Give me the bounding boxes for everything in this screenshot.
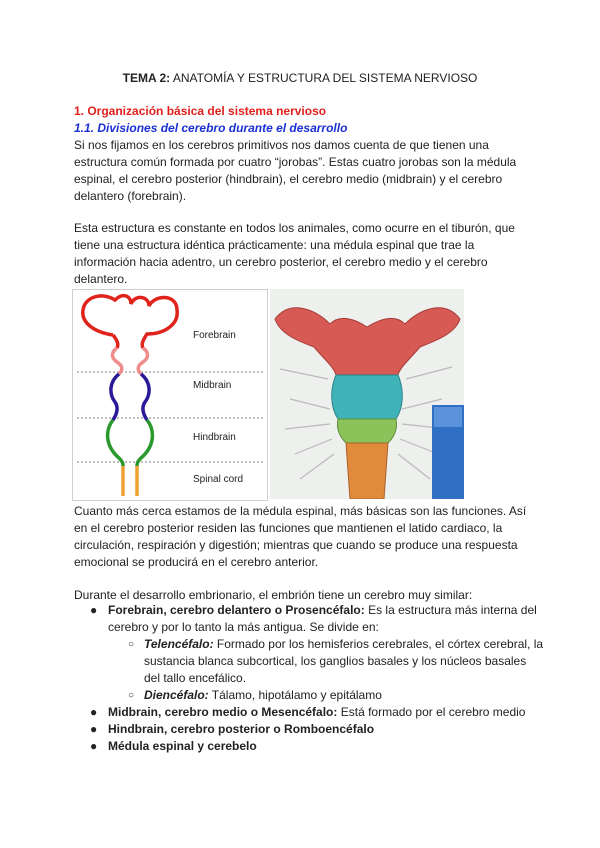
- brain-divisions-diagram: [72, 289, 268, 501]
- section-heading: 1. Organización básica del sistema nervioso: [74, 104, 327, 118]
- paragraph-4: Durante el desarrollo embrionario, el embrión tiene un cerebro muy similar:: [74, 588, 473, 602]
- list-item-text: Está formado por el cerebro medio: [337, 705, 526, 719]
- label-spinal-cord: Spinal cord: [193, 474, 244, 485]
- forebrain-shape: [83, 296, 177, 348]
- illustration-blue-highlight: [434, 407, 462, 427]
- midbrain-shape: [111, 374, 149, 420]
- illustration-spinal-cord: [346, 443, 388, 499]
- sub-item-text: Formado por los hemisferios cerebrales, el córtex cerebral, la sustancia blanca subcortical, los ganglios basales y los núcleos basales del tallo encefálico.: [144, 637, 544, 685]
- list-item-bold: Médula espinal y cerebelo: [108, 739, 257, 753]
- sub-item-bold: Telencéfalo:: [144, 637, 214, 651]
- list-item-text: Es la estructura más interna del cerebro y por lo tanto la más antigua. Se divide en:: [108, 603, 537, 634]
- division-list: [74, 602, 544, 755]
- sub-list-item: [74, 636, 544, 687]
- label-midbrain: Midbrain: [193, 380, 232, 391]
- diagram-svg: [73, 290, 267, 500]
- forebrain-lower-shape: [113, 348, 148, 374]
- hindbrain-shape: [108, 420, 153, 466]
- illustration-hindbrain: [337, 419, 396, 443]
- spinal-cord-shape: [123, 466, 137, 496]
- sub-bullet-icon: ○: [128, 690, 135, 701]
- page-title: [0, 71, 600, 85]
- label-forebrain: Forebrain: [193, 330, 236, 341]
- bullet-icon: ●: [90, 722, 98, 736]
- brain-anatomy-illustration: [270, 289, 464, 499]
- sub-item-text: Tálamo, hipotálamo y epitálamo: [208, 688, 382, 702]
- sub-list-item: [74, 687, 544, 704]
- bullet-icon: ●: [90, 705, 98, 719]
- sub-bullet-icon: ○: [128, 639, 135, 650]
- title-bold: TEMA 2:: [122, 71, 171, 85]
- illustration-svg: [270, 289, 464, 499]
- bullet-icon: ●: [90, 739, 98, 753]
- section-subheading: 1.1. Divisiones del cerebro durante el desarrollo: [74, 121, 348, 135]
- paragraph-3: Cuanto más cerca estamos de la médula espinal, más básicas son las funciones. Así en el cerebro posterior residen las funciones que mantienen el latido cardiaco, la circulación, respiración y digestión; mientras que cuando se produce una respuesta emocional se producirá en el cerebro anterior.: [74, 504, 527, 569]
- list-item-bold: Forebrain, cerebro delantero o Prosencéfalo:: [108, 603, 365, 617]
- list-item: [74, 721, 544, 738]
- title-text: ANATOMÍA Y ESTRUCTURA DEL SISTEMA NERVIOSO: [170, 71, 478, 85]
- list-item: [74, 602, 544, 636]
- paragraph-1: Si nos fijamos en los cerebros primitivos nos damos cuenta de que tienen una estructura común formada por cuatro “jorobas”. Estas cuatro jorobas son la médula espinal, el cerebro posterior (hindbrain), el cerebro medio (midbrain) y el cerebro delantero (forebrain).: [74, 138, 517, 203]
- list-item: [74, 738, 544, 755]
- paragraph-2: Esta estructura es constante en todos los animales, como ocurre en el tiburón, que tiene una estructura idéntica prácticamente: una médula espinal que trae la información hacia adentro, un cerebro posterior, el cerebro medio y el cerebro delantero.: [74, 221, 515, 286]
- illustration-midbrain: [332, 375, 403, 419]
- list-item: [74, 704, 544, 721]
- list-item-bold: Hindbrain, cerebro posterior o Romboencéfalo: [108, 722, 375, 736]
- list-item-bold: Midbrain, cerebro medio o Mesencéfalo:: [108, 705, 338, 719]
- label-hindbrain: Hindbrain: [193, 432, 236, 443]
- sub-item-bold: Diencéfalo:: [144, 688, 209, 702]
- bullet-icon: ●: [90, 603, 98, 617]
